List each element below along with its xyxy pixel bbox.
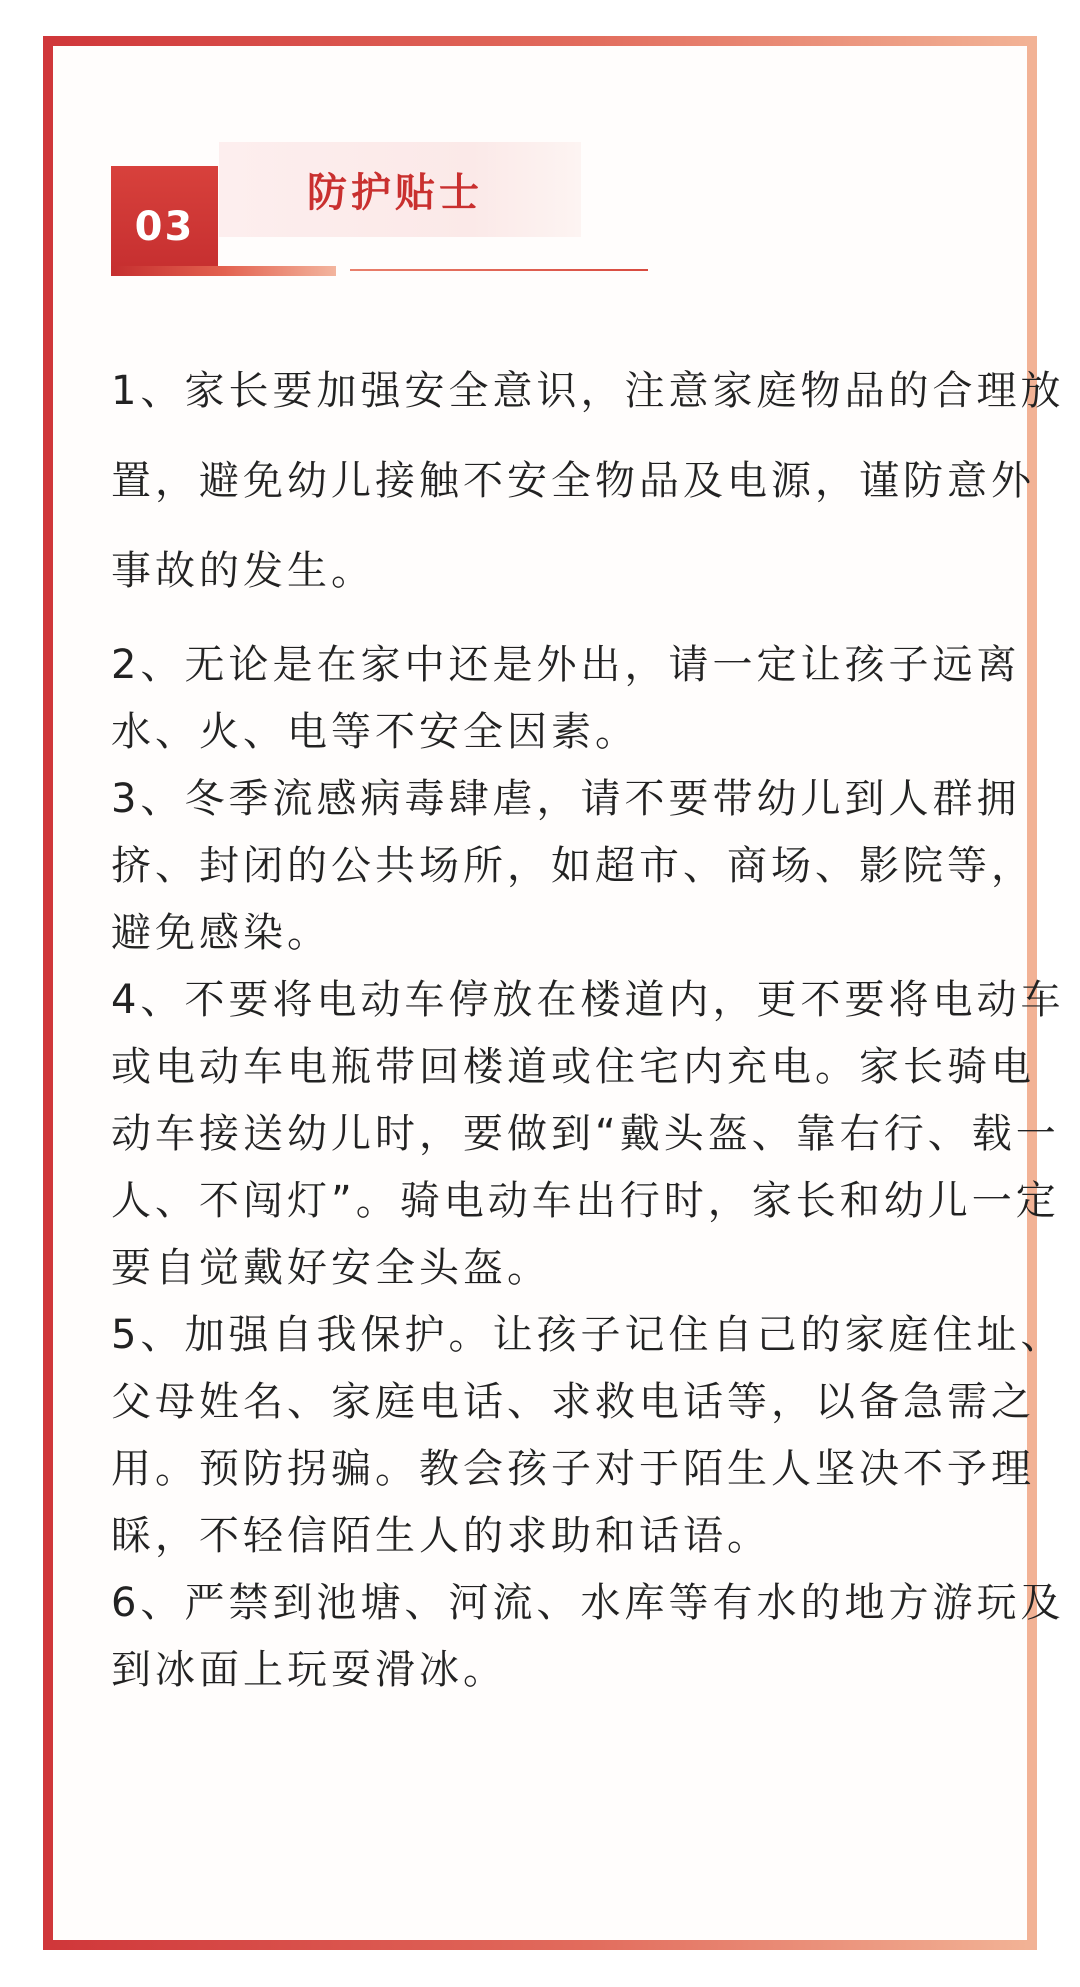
page-frame [43,36,1065,1950]
tip-item: 2、无论是在家中还是外出，请一定让孩子远离水、火、电等不安全因素。 [111,642,1021,755]
tip-item: 4、不要将电动车停放在楼道内，更不要将电动车或电动车电瓶带回楼道或住宅内充电。家长骑电动车接送幼儿时，要做到“戴头盔、靠右行、载一人、不闯灯”。骑电动车出行时，家长和幼儿一定要自觉戴好安全头盔。 [111,977,1065,1291]
section-title-block [219,142,581,237]
tip-item: 3、冬季流感病毒肆虐，请不要带幼儿到人群拥挤、封闭的公共场所，如超市、商场、影院等，避免感染。 [111,776,1035,956]
title-underline [350,269,648,271]
tip-item: 1、家长要加强安全意识，注意家庭物品的合理放置，避免幼儿接触不安全物品及电源，谨防意外事故的发生。 [111,368,1065,594]
section-title: 防护贴士 [307,170,483,216]
badge-underbar [111,266,336,276]
tips-content [111,346,1069,1704]
section-number-badge [111,166,218,276]
tip-item: 5、加强自我保护。让孩子记住自己的家庭住址、父母姓名、家庭电话、求救电话等，以备急需之用。预防拐骗。教会孩子对于陌生人坚决不予理睬，不轻信陌生人的求助和话语。 [111,1312,1065,1559]
section-number: 03 [134,204,195,250]
tip-item: 6、严禁到池塘、河流、水库等有水的地方游玩及到冰面上玩耍滑冰。 [111,1580,1065,1693]
